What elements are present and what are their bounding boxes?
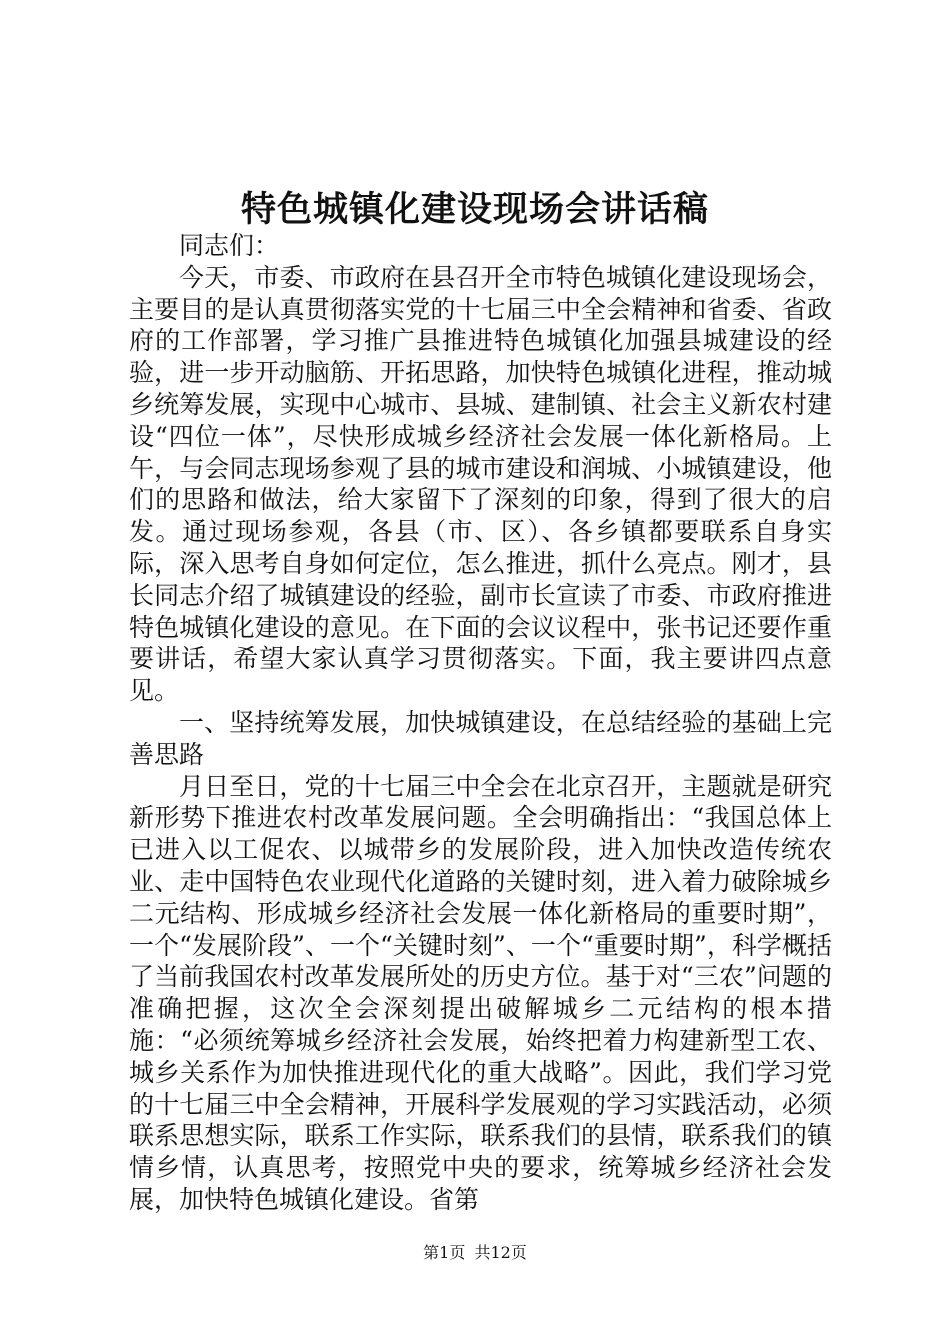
page-footer bbox=[0, 1242, 950, 1264]
section-heading-1: 一、坚持统筹发展，加快城镇建设，在总结经验的基础上完善思路 bbox=[129, 707, 832, 769]
page-total: 共12页 bbox=[474, 1243, 527, 1262]
intro-paragraph: 今天，市委、市政府在县召开全市特色城镇化建设现场会，主要目的是认真贯彻落实党的十七届三中全会精神和省委、省政府的工作部署，学习推广县推进特色城镇化加强县城建设的经验，进一步开动脑筋、开拓思路，加快特色城镇化进程，推动城乡统筹发展，实现中心城市、县城、建制镇、社会主义新农村建设“四位一体”，尽快形成城乡经济社会发展一体化新格局。上午，与会同志现场参观了县的城市建设和润城、小城镇建设，他们的思路和做法，给大家留下了深刻的印象，得到了很大的启发。通过现场参观，各县（市、区）、各乡镇都要联系自身实际，深入思考自身如何定位，怎么推进，抓什么亮点。刚才，县长同志介绍了城镇建设的经验，副市长宣读了市委、市政府推进特色城镇化建设的意见。在下面的会议议程中，张书记还要作重要讲话，希望大家认真学习贯彻落实。下面，我主要讲四点意见。 bbox=[129, 262, 832, 706]
body-paragraph: 月日至日，党的十七届三中全会在北京召开，主题就是研究新形势下推进农村改革发展问题。全会明确指出：“我国总体上已进入以工促农、以城带乡的发展阶段，进入加快改造传统农业、走中国特色农业现代化道路的关键时刻，进入着力破除城乡二元结构、形成城乡经济社会发展一体化新格局的重要时期”，一个“发展阶段”、一个“关键时刻”、一个“重要时期”，科学概括了当前我国农村改革发展所处的历史方位。基于对“三农”问题的准确把握，这次全会深刻提出破解城乡二元结构的根本措施：“必须统筹城乡经济社会发展，始终把着力构建新型工农、城乡关系作为加快推进现代化的重大战略”。因此，我们学习党的十七届三中全会精神，开展科学发展观的学习实践活动，必须联系思想实际，联系工作实际，联系我们的县情，联系我们的镇情乡情，认真思考，按照党中央的要求，统筹城乡经济社会发展，加快特色城镇化建设。省第 bbox=[129, 771, 832, 1214]
page-number: 第1页 bbox=[423, 1243, 466, 1262]
salutation-paragraph: 同志们： bbox=[179, 231, 280, 260]
document-title: 特色城镇化建设现场会讲话稿 bbox=[240, 189, 709, 230]
document-body bbox=[129, 230, 832, 1216]
